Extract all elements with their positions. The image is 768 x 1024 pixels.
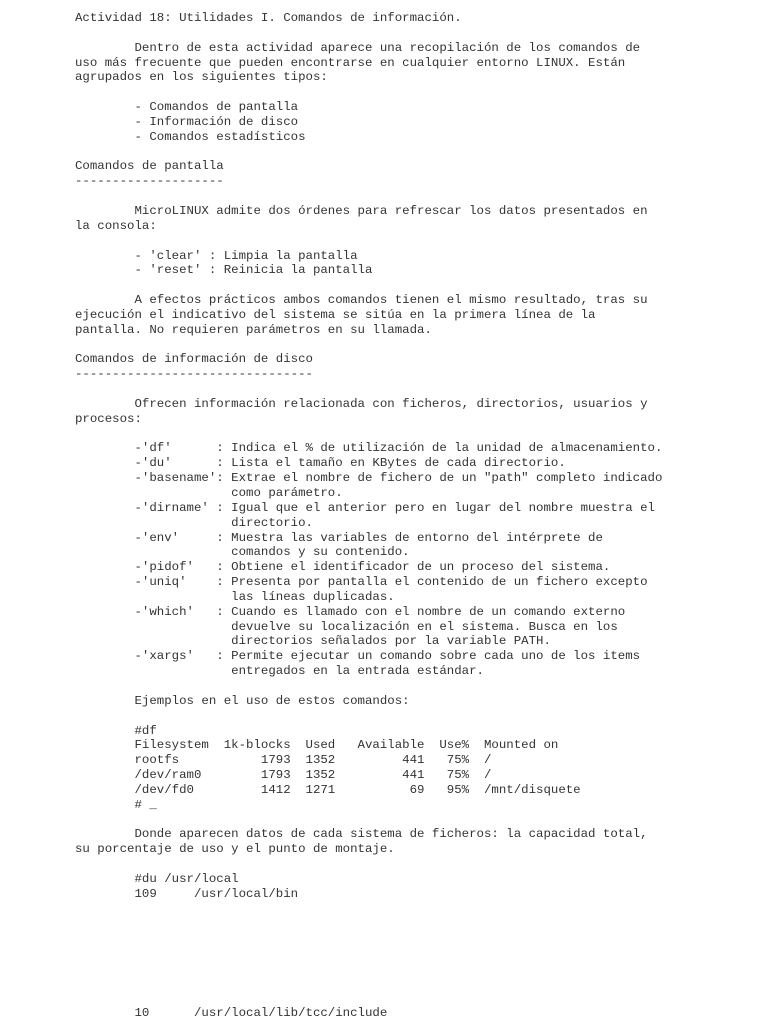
document-line	[75, 813, 662, 828]
document-line	[75, 916, 662, 931]
document-line: -'pidof' : Obtiene el identificador de un proceso del sistema.	[75, 560, 611, 575]
document-line: --------------------------------	[75, 367, 313, 382]
document-line	[75, 85, 662, 100]
document-line: rootfs 1793 1352 441 75% /	[75, 753, 492, 768]
document-line	[75, 278, 662, 293]
document-line	[75, 976, 662, 991]
document-line: procesos:	[75, 411, 142, 426]
document-line	[75, 902, 662, 917]
document-line: -'which' : Cuando es llamado con el nombre de un comando externo	[75, 604, 626, 619]
document-line: Comandos de información de disco	[75, 352, 313, 367]
document-line: - 'reset' : Reinicia la pantalla	[75, 263, 373, 278]
document-line	[75, 946, 662, 961]
document-line: agrupados en los siguientes tipos:	[75, 70, 328, 85]
document-line: -'xargs' : Permite ejecutar un comando sobre cada uno de los items	[75, 649, 641, 664]
document-line	[75, 189, 662, 204]
document-line: Actividad 18: Utilidades I. Comandos de información.	[75, 11, 462, 25]
document-line: - 'clear' : Limpia la pantalla	[75, 248, 358, 263]
document-line: directorios señalados por la variable PATH.	[75, 634, 551, 649]
document-line: - Comandos estadísticos	[75, 129, 306, 144]
document-line	[75, 931, 662, 946]
document-line: #df	[75, 723, 157, 738]
document-line: /dev/fd0 1412 1271 69 95% /mnt/disquete	[75, 782, 581, 797]
document-line	[75, 382, 662, 397]
document-line	[75, 679, 662, 694]
document-line	[75, 961, 662, 976]
document-line: Comandos de pantalla	[75, 159, 224, 174]
document-line: comandos y su contenido.	[75, 545, 410, 560]
document-line: -'df' : Indica el % de utilización de la unidad de almacenamiento.	[75, 441, 663, 456]
document-line	[75, 857, 662, 872]
document-line: uso más frecuente que pueden encontrarse en cualquier entorno LINUX. Están	[75, 55, 626, 70]
document-line: directorio.	[75, 515, 313, 530]
document-line: Ejemplos en el uso de estos comandos:	[75, 693, 410, 708]
document-line	[75, 427, 662, 442]
document-line	[75, 234, 662, 249]
document-line	[75, 991, 662, 1006]
document-line: como parámetro.	[75, 486, 343, 500]
document-line: devuelve su localización en el sistema. Busca en los	[75, 619, 618, 634]
document-line: la consola:	[75, 218, 157, 233]
document-line: Donde aparecen datos de cada sistema de ficheros: la capacidad total,	[75, 827, 648, 842]
document-line	[75, 338, 662, 353]
document-line: /dev/ram0 1793 1352 441 75% /	[75, 768, 492, 783]
document-line: - Comandos de pantalla	[75, 100, 299, 115]
document-line	[75, 709, 662, 724]
document-line: pantalla. No requieren parámetros en su llamada.	[75, 322, 432, 337]
document-line: Ofrecen información relacionada con ficheros, directorios, usuarios y	[75, 396, 648, 411]
document-line: 10 /usr/local/lib/tcc/include	[75, 1005, 388, 1020]
document-line: entregados en la entrada estándar.	[75, 664, 484, 679]
document-line: su porcentaje de uso y el punto de montaje.	[75, 842, 395, 857]
document-line: # _	[75, 797, 157, 812]
document-line: -'du' : Lista el tamaño en KBytes de cada directorio.	[75, 456, 566, 471]
document-text	[75, 11, 662, 1020]
document-line: Dentro de esta actividad aparece una recopilación de los comandos de	[75, 40, 641, 55]
document-line: A efectos prácticos ambos comandos tienen el mismo resultado, tras su	[75, 293, 648, 308]
document-line: Filesystem 1k-blocks Used Available Use% Mounted on	[75, 738, 559, 753]
document-line: -'basename': Extrae el nombre de fichero de un "path" completo indicado	[75, 471, 663, 486]
document-line: #du /usr/local	[75, 871, 239, 886]
document-line: - Información de disco	[75, 114, 299, 129]
document-line: MicroLINUX admite dos órdenes para refrescar los datos presentados en	[75, 203, 648, 218]
document-line	[75, 145, 662, 160]
document-line: -'uniq' : Presenta por pantalla el contenido de un fichero excepto	[75, 575, 648, 590]
document-line: ejecución el indicativo del sistema se sitúa en la primera línea de la	[75, 307, 596, 322]
document-line: las líneas duplicadas.	[75, 589, 395, 604]
document-line: --------------------	[75, 174, 224, 189]
document-line: -'dirname' : Igual que el anterior pero en lugar del nombre muestra el	[75, 500, 655, 515]
document-line: -'env' : Muestra las variables de entorno del intérprete de	[75, 530, 603, 545]
document-line	[75, 26, 662, 41]
document-line: 109 /usr/local/bin	[75, 886, 299, 901]
